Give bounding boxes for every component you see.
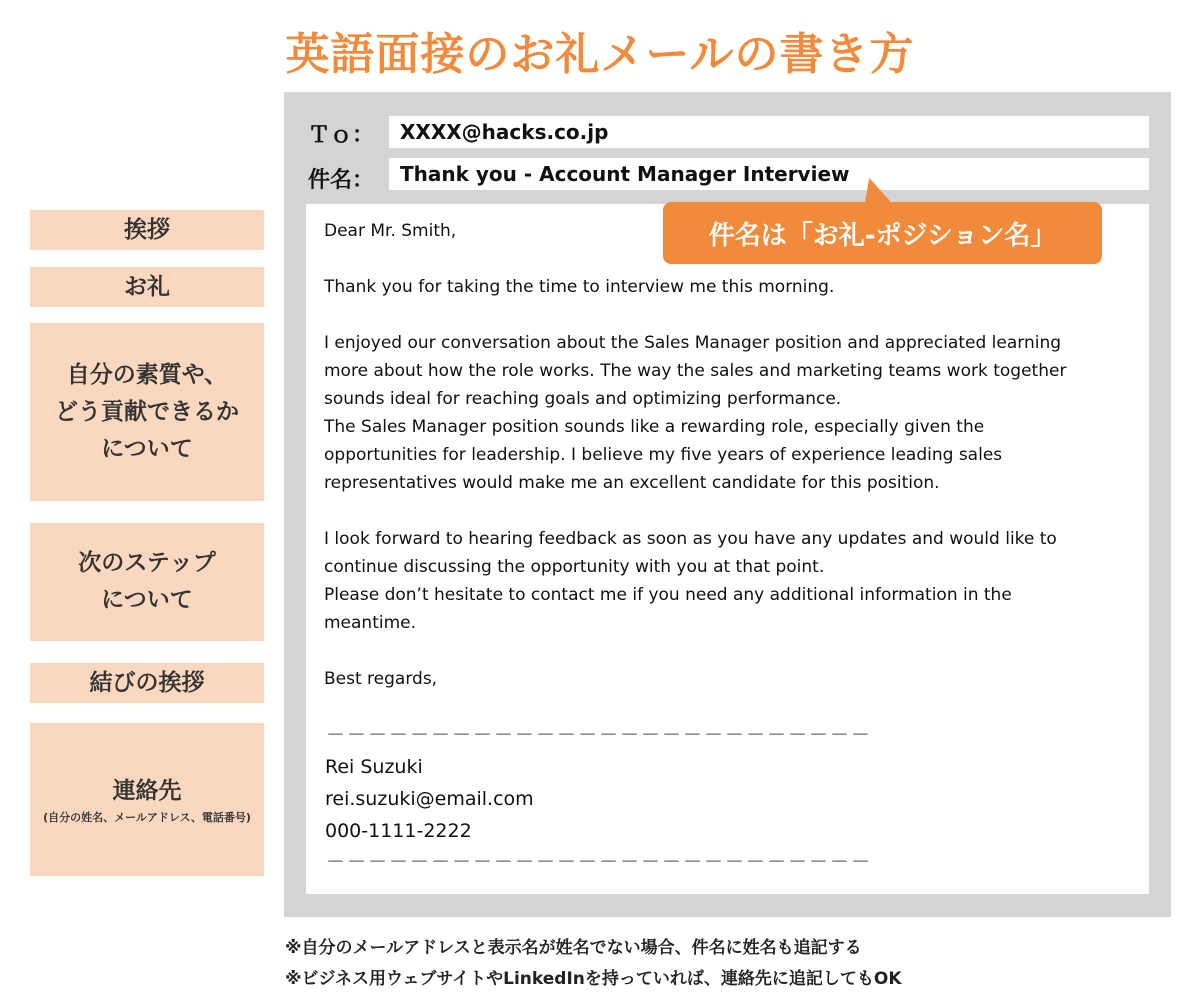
label-thanks: お礼 <box>30 267 264 307</box>
to-label: Ｔｏ： <box>308 123 375 148</box>
signature <box>325 751 1145 847</box>
subject-field: Thank you - Account Manager Interview <box>389 158 1149 190</box>
divider-bottom: －－－－－－－－－－－－－－－－－－－－－－－－－－ <box>326 851 873 873</box>
label-greeting: 挨拶 <box>30 210 264 250</box>
divider-top: －－－－－－－－－－－－－－－－－－－－－－－－－－ <box>326 724 873 746</box>
signoff: Best regards, <box>324 669 438 689</box>
to-field: XXXX@hacks.co.jp <box>389 116 1149 148</box>
label-next-steps: 次のステップ について <box>30 523 264 641</box>
paragraph-qualities: I enjoyed our conversation about the Sales Manager position and appreciated learning more about how the role works. The way the sales and marketing teams work together sounds ideal for reaching goals and optimizing performance. The Sales Manager position sounds like a rewarding role, especially given the opportunities for leadership. I believe my five years of experience leading sales representatives would make me an excellent candidate for this position. <box>324 333 1067 493</box>
paragraph-next-steps: I look forward to hearing feedback as soon as you have any updates and would like to continue discussing the opportunity with you at that point. Please don’t hesitate to contact me if you need any additional information in the meantime. <box>324 529 1057 633</box>
page-title: 英語面接のお礼メールの書き方 <box>285 29 915 80</box>
note-2: ※ビジネス用ウェブサイトやLinkedInを持っていれば、連絡先に追記してもOK <box>285 969 902 989</box>
note-1: ※自分のメールアドレスと表示名が姓名でない場合、件名に姓名も追記する <box>285 938 862 958</box>
label-closing: 結びの挨拶 <box>30 663 264 703</box>
sig-email: rei.suzuki@email.com <box>325 788 534 810</box>
label-contact: 連絡先 (自分の姓名、メールアドレス、電話番号) <box>30 723 264 876</box>
salutation: Dear Mr. Smith, <box>324 221 457 241</box>
sig-phone: 000-1111-2222 <box>325 820 472 842</box>
paragraph-thanks: Thank you for taking the time to interview me this morning. <box>324 277 835 297</box>
subject-label: 件名： <box>308 168 375 193</box>
sig-name: Rei Suzuki <box>325 756 423 778</box>
subject-callout: 件名は「お礼-ポジション名」 <box>663 202 1102 264</box>
label-qualities: 自分の素質や、 どう貢献できるか について <box>30 323 264 501</box>
